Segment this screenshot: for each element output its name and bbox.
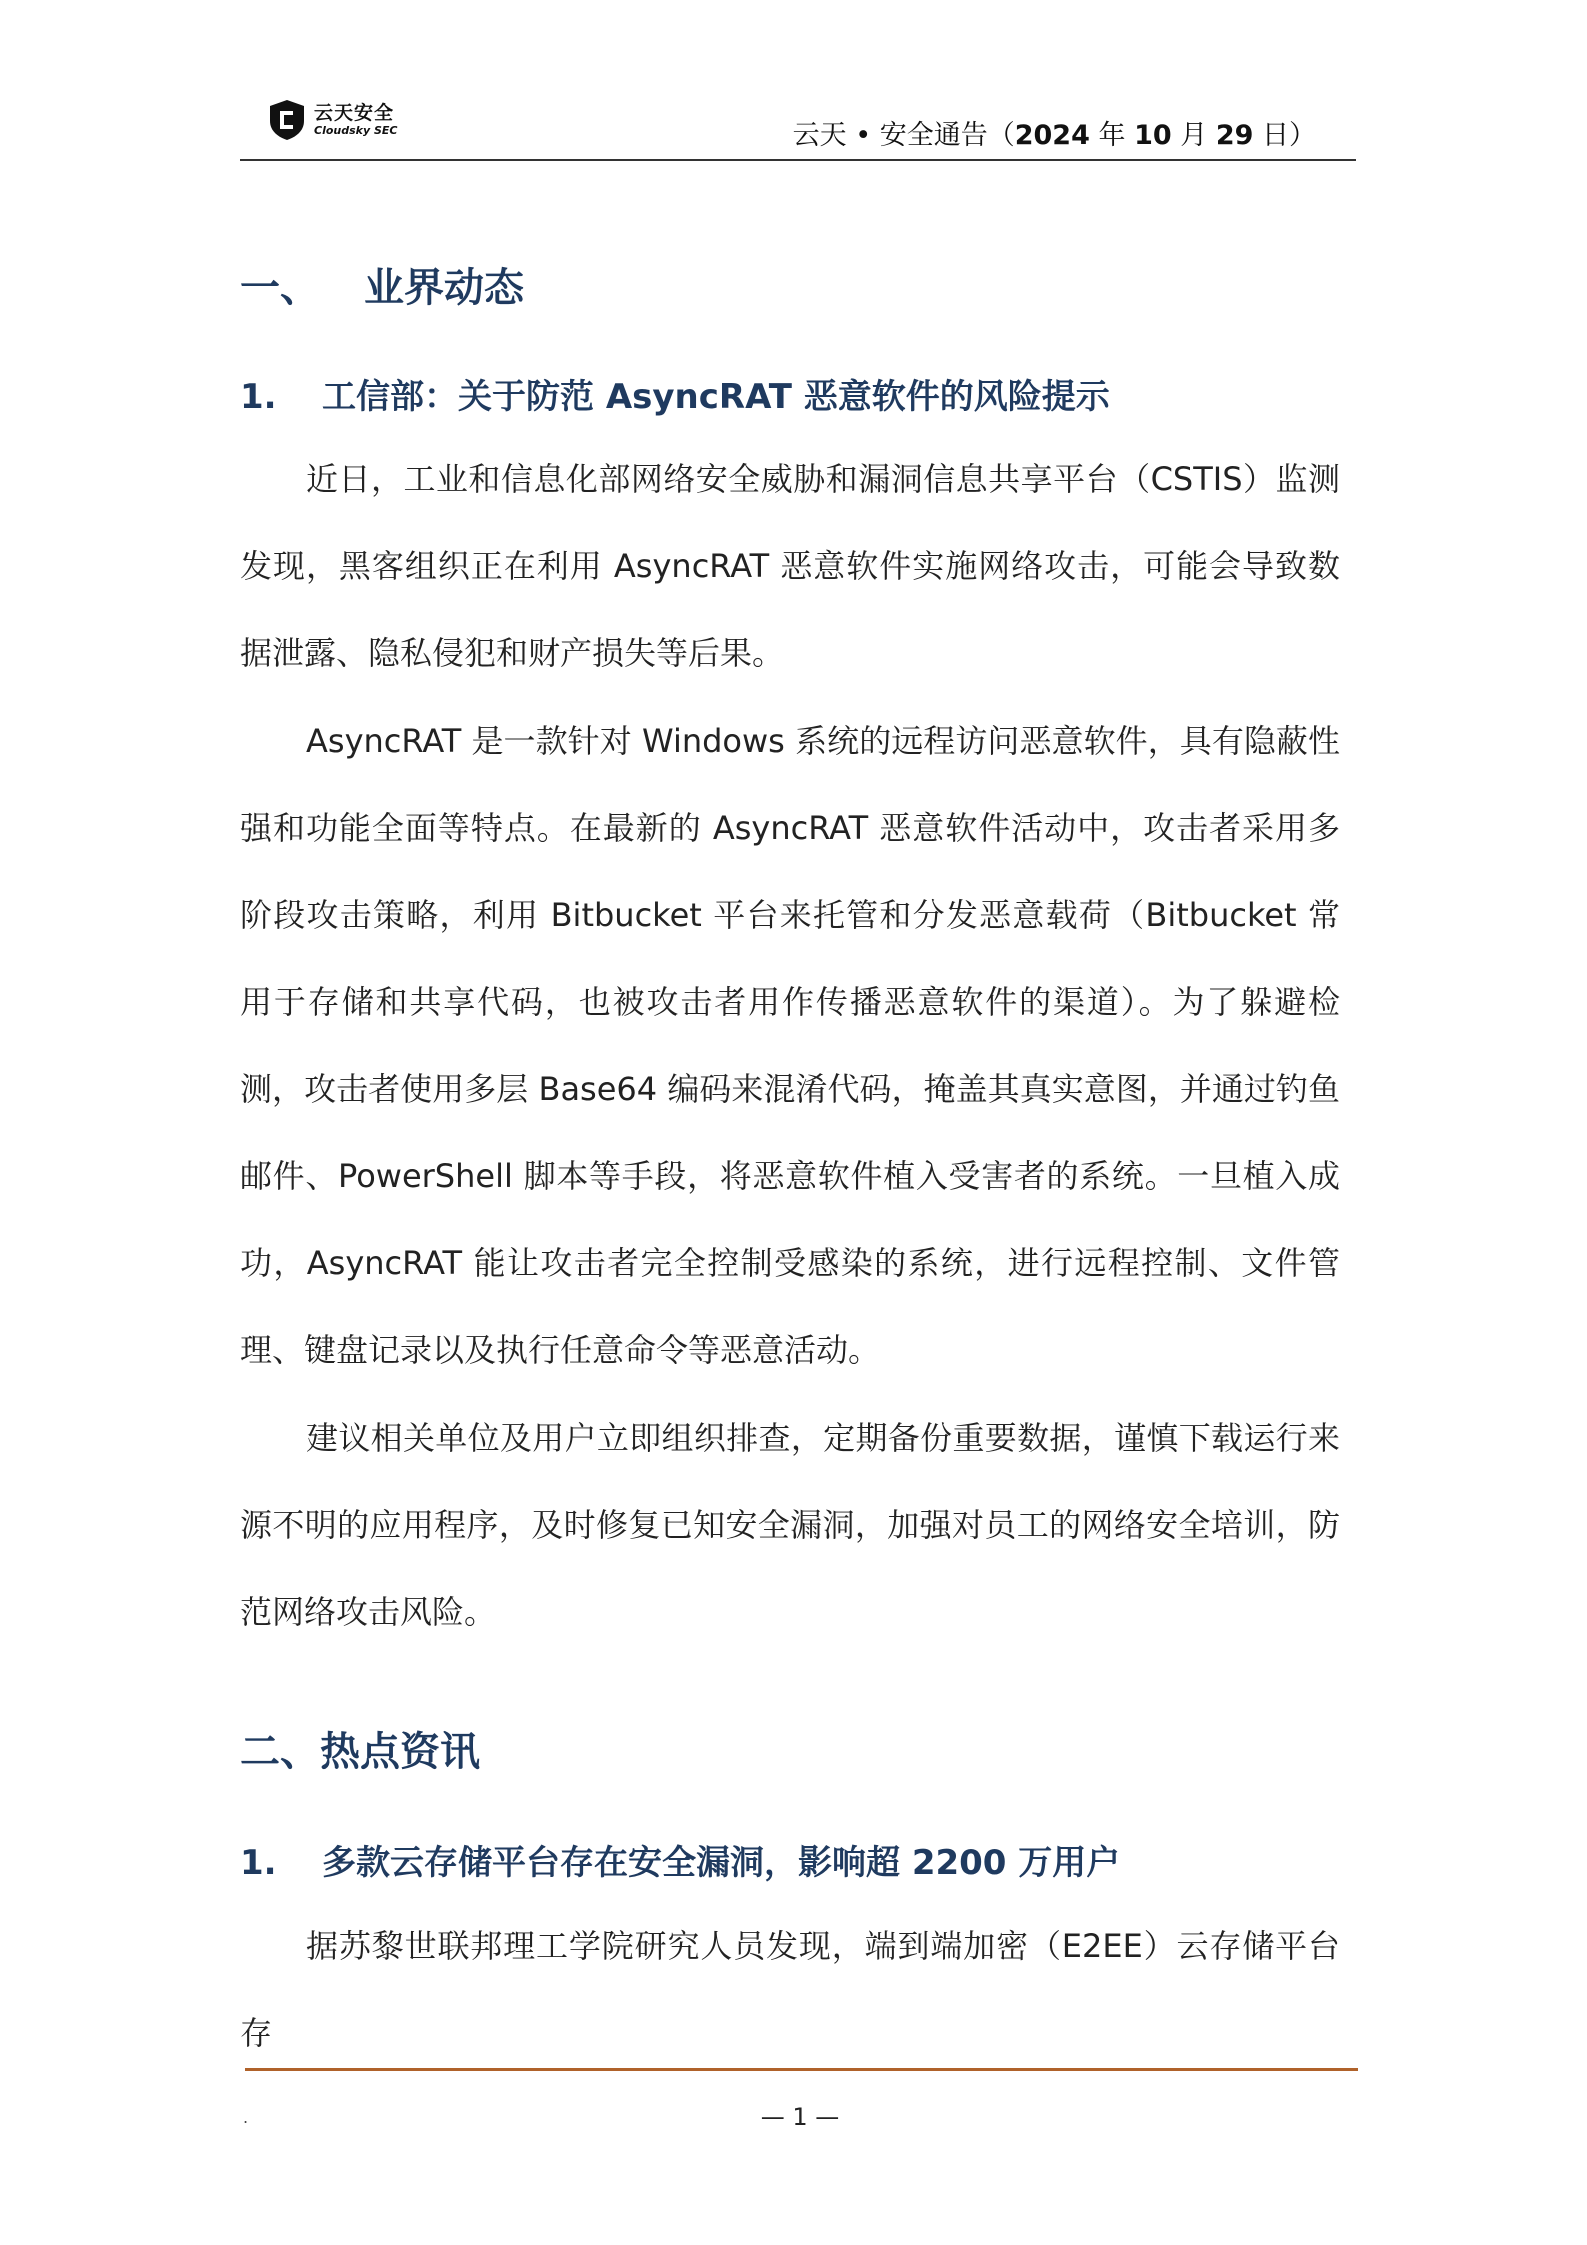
- section-heading-hot-news: 二、热点资讯: [240, 1729, 480, 1775]
- shield-logo-icon: [268, 99, 306, 141]
- footer-divider: [245, 2068, 1358, 2071]
- page-header: [240, 95, 1356, 161]
- article-number: 1.: [240, 1843, 277, 1883]
- company-logo: [268, 99, 397, 141]
- logo-english-name: Cloudsky SEC: [314, 124, 398, 137]
- article-heading-cloud-storage: [240, 1835, 1120, 1884]
- article-paragraph: AsyncRAT 是一款针对 Windows 系统的远程访问恶意软件，具有隐蔽性强和功能全面等特点。在最新的 AsyncRAT 恶意软件活动中，攻击者采用多阶段攻击策略，利用 Bitbucket 平台来托管和分发恶意载荷（Bitbucket 常用于存储和共享代码，也被攻击者用作传播恶意软件的渠道）。为了躲避检测，攻击者使用多层 Base64 编码来混淆代码，掩盖其真实意图，并通过钓鱼邮件、PowerShell 脚本等手段，将恶意软件植入受害者的系统。一旦植入成功，AsyncRAT 能让攻击者完全控制受感染的系统，进行远程控制、文件管理、键盘记录以及执行任意命令等恶意活动。: [240, 722, 1340, 1369]
- article-title: 多款云存储平台存在安全漏洞，影响超 2200 万用户: [322, 1843, 1121, 1883]
- article-title: 工信部：关于防范 AsyncRAT 恶意软件的风险提示: [322, 377, 1110, 417]
- header-divider: [240, 159, 1356, 161]
- page-number: — 1 —: [760, 2103, 840, 2131]
- article-paragraph: 近日，工业和信息化部网络安全威胁和漏洞信息共享平台（CSTIS）监测发现，黑客组织正在利用 AsyncRAT 恶意软件实施网络攻击，可能会导致数据泄露、隐私侵犯和财产损失等后果。: [240, 460, 1340, 672]
- section-title: 业界动态: [364, 265, 524, 311]
- section-heading-industry-news: [240, 256, 524, 313]
- bulletin-title: 云天 • 安全通告（2024 年 10 月 29 日）: [792, 120, 1316, 151]
- article-number: 1.: [240, 377, 277, 417]
- article-paragraph: 据苏黎世联邦理工学院研究人员发现，端到端加密（E2EE）云存储平台存: [240, 1927, 1340, 2052]
- article-heading-asyncrat: [240, 369, 1110, 418]
- section-number: 一、: [240, 265, 320, 311]
- logo-chinese-name: 云天安全: [314, 102, 395, 124]
- footer-dot: .: [243, 2108, 249, 2127]
- article-paragraph: 建议相关单位及用户立即组织排查，定期备份重要数据，谨慎下载运行来源不明的应用程序，及时修复已知安全漏洞，加强对员工的网络安全培训，防范网络攻击风险。: [240, 1419, 1340, 1631]
